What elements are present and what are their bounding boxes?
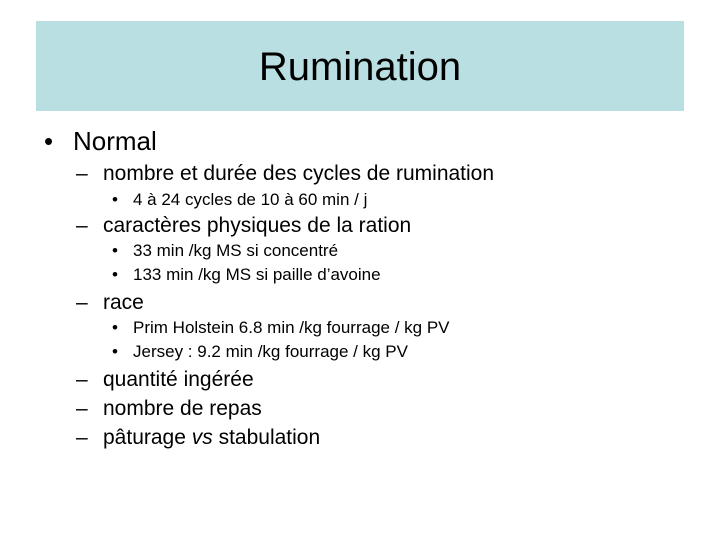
paturage-text-em: vs — [191, 426, 213, 449]
detail-concentre-text: 33 min /kg MS si concentré — [133, 241, 339, 260]
dash-marker: – — [76, 291, 88, 314]
dash-marker: – — [76, 214, 88, 237]
subitem-cycles — [0, 161, 720, 186]
detail-concentre — [0, 241, 720, 261]
detail-holstein-text: Prim Holstein 6.8 min /kg fourrage / kg PV — [133, 318, 450, 337]
bullet-marker: • — [112, 241, 118, 260]
bullet-normal — [0, 126, 720, 156]
paturage-text-pre: pâturage — [103, 426, 192, 449]
detail-cycles-text: 4 à 24 cycles de 10 à 60 min / j — [133, 190, 368, 209]
subitem-race — [0, 290, 720, 315]
dash-marker: – — [76, 368, 88, 391]
subitem-quantite-text: quantité ingérée — [103, 368, 254, 391]
subitem-cycles-text: nombre et durée des cycles de rumination — [103, 162, 495, 185]
paturage-text-post: stabulation — [212, 426, 321, 449]
subitem-repas — [0, 396, 720, 421]
subitem-paturage-text — [103, 425, 320, 450]
subitem-race-text: race — [103, 291, 144, 314]
bullet-normal-text: Normal — [73, 126, 157, 156]
detail-cycles — [0, 190, 720, 210]
detail-holstein — [0, 318, 720, 338]
subitem-ration-text: caractères physiques de la ration — [103, 214, 412, 237]
bullet-marker: • — [44, 126, 54, 156]
subitem-paturage — [0, 425, 720, 450]
slide-title: Rumination — [258, 45, 462, 89]
bullet-marker: • — [112, 342, 118, 361]
dash-marker: – — [76, 397, 88, 420]
detail-jersey — [0, 342, 720, 362]
subitem-ration — [0, 213, 720, 238]
bullet-marker: • — [112, 318, 118, 337]
subitem-repas-text: nombre de repas — [103, 397, 262, 420]
subitem-quantite — [0, 367, 720, 392]
detail-paille — [0, 265, 720, 285]
detail-jersey-text: Jersey : 9.2 min /kg fourrage / kg PV — [133, 342, 408, 361]
bullet-marker: • — [112, 190, 118, 209]
dash-marker: – — [76, 426, 88, 449]
bullet-marker: • — [112, 265, 118, 284]
detail-paille-text: 133 min /kg MS si paille d’avoine — [133, 265, 381, 284]
dash-marker: – — [76, 162, 88, 185]
